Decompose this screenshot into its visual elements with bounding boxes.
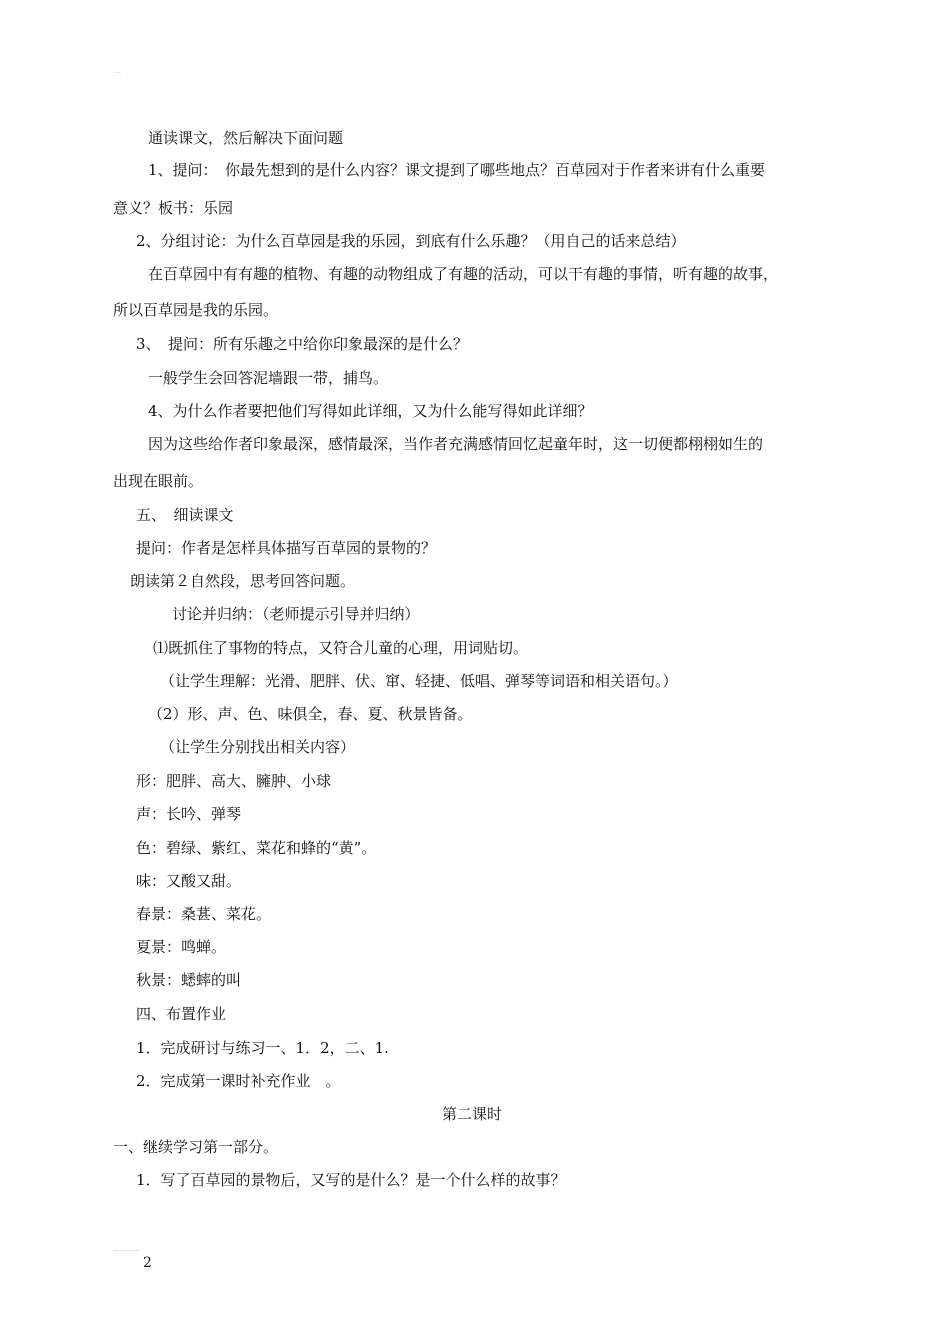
corner-mark-top	[113, 72, 121, 73]
text-line: 形：肥胖、高大、臃肿、小球	[136, 772, 332, 790]
text-line: 1、提问： 你最先想到的是什么内容？课文提到了哪些地点？百草园对于作者来讲有什么重要	[148, 161, 766, 179]
text-line: 色：碧绿、紫红、菜花和蜂的“黄”。	[136, 839, 377, 857]
text-line: 通读课文，然后解决下面问题	[148, 129, 344, 147]
text-line: 讨论并归纳：（老师提示引导并归纳）	[172, 605, 420, 623]
text-line: （让学生理解：光滑、肥胖、伏、窜、轻捷、低唱、弹琴等词语和相关语句。）	[160, 672, 678, 690]
text-line: 4、为什么作者要把他们写得如此详细，又为什么能写得如此详细？	[148, 402, 593, 420]
text-line: 味：又酸又甜。	[136, 872, 242, 890]
text-line: 出现在眼前。	[113, 472, 204, 490]
text-line: 声：长吟、弹琴	[136, 805, 242, 823]
text-line: 1．完成研讨与练习一、1．2，二、1.	[136, 1039, 389, 1057]
page-number: 2	[143, 1255, 152, 1271]
text-line: 3、 提问：所有乐趣之中给你印象最深的是什么？	[136, 335, 469, 353]
text-line: 在百草园中有有趣的植物、有趣的动物组成了有趣的活动，可以干有趣的事情，听有趣的故事，	[148, 265, 779, 283]
text-line: （让学生分别找出相关内容）	[160, 738, 356, 756]
text-line: 春景：桑葚、菜花。	[136, 905, 272, 923]
text-line: 夏景：鸣蝉。	[136, 938, 227, 956]
section-heading: 一、继续学习第一部分。	[113, 1138, 279, 1156]
section-heading: 四、布置作业	[136, 1005, 227, 1023]
text-line: 所以百草园是我的乐园。	[113, 301, 279, 319]
lesson-heading: 第二课时	[442, 1105, 503, 1123]
text-line: 1．写了百草园的景物后，又写的是什么？是一个什么样的故事？	[136, 1171, 566, 1189]
text-line: 意义？板书：乐园	[113, 199, 234, 217]
text-line: 秋景：蟋蟀的叫	[136, 971, 242, 989]
text-line: 一般学生会回答泥墙跟一带，捕鸟。	[148, 369, 389, 387]
text-line: ⑴既抓住了事物的特点，又符合儿童的心理，用词贴切。	[153, 639, 529, 657]
text-line: 朗读第２自然段，思考回答问题。	[130, 572, 356, 590]
text-line: 因为这些给作者印象最深，感情最深，当作者充满感情回忆起童年时，这一切便都栩栩如生的	[148, 435, 764, 453]
text-line: 提问：作者是怎样具体描写百草园的景物的？	[136, 539, 437, 557]
text-line: 2、分组讨论：为什么百草园是我的乐园，到底有什么乐趣？（用自己的话来总结）	[136, 232, 686, 250]
text-line: 2．完成第一课时补充作业 。	[136, 1072, 341, 1090]
corner-mark-bottom	[113, 1250, 139, 1251]
text-line: （2）形、声、色、味俱全，春、夏、秋景皆备。	[148, 705, 473, 723]
section-heading: 五、 细读课文	[136, 506, 234, 524]
